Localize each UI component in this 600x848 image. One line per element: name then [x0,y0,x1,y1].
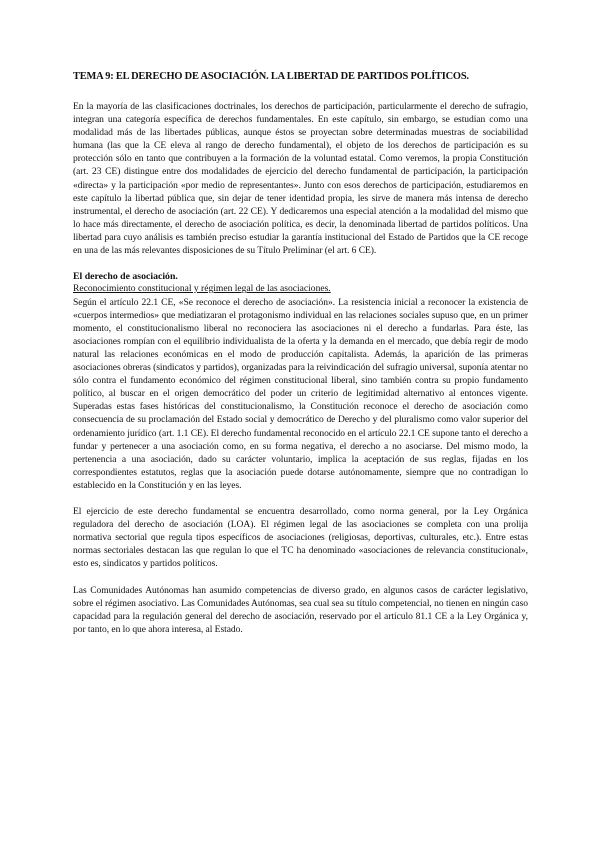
document-title: TEMA 9: EL DERECHO DE ASOCIACIÓN. LA LIBERTAD DE PARTIDOS POLÍTICOS. [73,71,469,82]
spacer [73,257,528,270]
intro-paragraph: En la mayoría de las clasificaciones doctrinales, los derechos de participación, particularmente el derecho de sufragio, integran una categoría específica de derechos fundamentales. En este capítulo, sin embargo, se estudian como una modalidad más de las libertades públicas, aunque éstos se proyectan sobre determinadas muestras de sociabilidad humana (las que la CE eleva al rango de derecho fundamental), el objeto de los derechos de participación es su protección sólo en tanto que contribuyen a la formación de la voluntad estatal. Como veremos, la propia Constitución (art. 23 CE) distingue entre dos modalidades de ejercicio del derecho fundamental de participación, la participación «directa» y la participación «por medio de representantes». Junto con esos derechos de participación, estudiaremos en este capítulo la libertad pública que, sin dejar de tener identidad propia, les sirve de manera más intensa de derecho instrumental, el derecho de asociación (art. 22 CE). Y dedicaremos una especial atención a la modalidad del mismo que lo hace más directamente, el derecho de asociación política, es decir, la denominada libertad de partidos políticos. Una libertad para cuyo análisis es también preciso estudiar la garantía institucional del Estado de Partidos que la CE recoge en una de las más relevantes disposiciones de su Título Preliminar (el art. 6 CE). [73,101,528,257]
spacer [73,492,528,505]
body-paragraph-1: Según el artículo 22.1 CE, «Se reconoce el derecho de asociación». La resistencia inicial a reconocer la existencia de «cuerpos intermedios» que mediatizaran el protagonismo individual en las relaciones sociales supuso que, en un primer momento, el constitucionalismo liberal no reconociera las asociaciones ni el derecho a fundarlas. Para éste, las asociaciones rompían con el equilibrio individualista de la oferta y la demanda en el mercado, que debía regir de modo natural las relaciones económicas en el modo de producción capitalista. Además, la aparición de las primeras asociaciones obreras (sindicatos y partidos), organizadas para la reivindicación del sufragio universal, suponía atentar no sólo contra el fundamento económico del régimen constitucional liberal, sino también contra su propio fundamento político, al buscar en el origen democrático del poder un criterio de legitimidad alternativo al entonces vigente. Superadas estas fases históricas del constitucionalismo, la Constitución reconoce el derecho de asociación como consecuencia de su proclamación del Estado social y democrático de Derecho y del pluralismo como valor superior del ordenamiento jurídico (art. 1.1 CE). El derecho fundamental reconocido en el artículo 22.1 CE supone tanto el derecho a fundar y pertenecer a una asociación como, en su forma negativa, el derecho a no asociarse. Del mismo modo, la pertenencia a una asociación, dado su carácter voluntario, implica la aceptación de sus reglas, fijadas en los correspondientes estatutos, reglas que la asociación puede dotarse autónomamente, siempre que no contradigan lo establecido en la Constitución y en las leyes. [73,296,528,491]
spacer [73,571,528,584]
body-paragraph-2: El ejercicio de este derecho fundamental se encuentra desarrollado, como norma general, por la Ley Orgánica reguladora del derecho de asociación (LOA). El régimen legal de las asociaciones se completa con una prolija normativa sectorial que regula tipos específicos de asociaciones (religiosas, deportivas, culturales, etc.). Entre estas normas sectoriales destacan las que regulan lo que el TC ha denominado «asociaciones de relevancia constitucional», esto es, sindicatos y partidos políticos. [73,506,528,570]
body-paragraph-3: Las Comunidades Autónomas han asumido competencias de diverso grado, en algunos casos de carácter legislativo, sobre el régimen asociativo. Las Comunidades Autónomas, sea cual sea su título competencial, no tienen en ningún caso capacidad para la regulación general del derecho de asociación, reservado por el artículo 81.1 CE a la Ley Orgánica y, por tanto, en lo que ahora interesa, al Estado. [73,584,528,635]
section-heading: El derecho de asociación. [73,271,178,283]
subsection-heading: Reconocimiento constitucional y régimen legal de las asociaciones. [73,283,331,295]
